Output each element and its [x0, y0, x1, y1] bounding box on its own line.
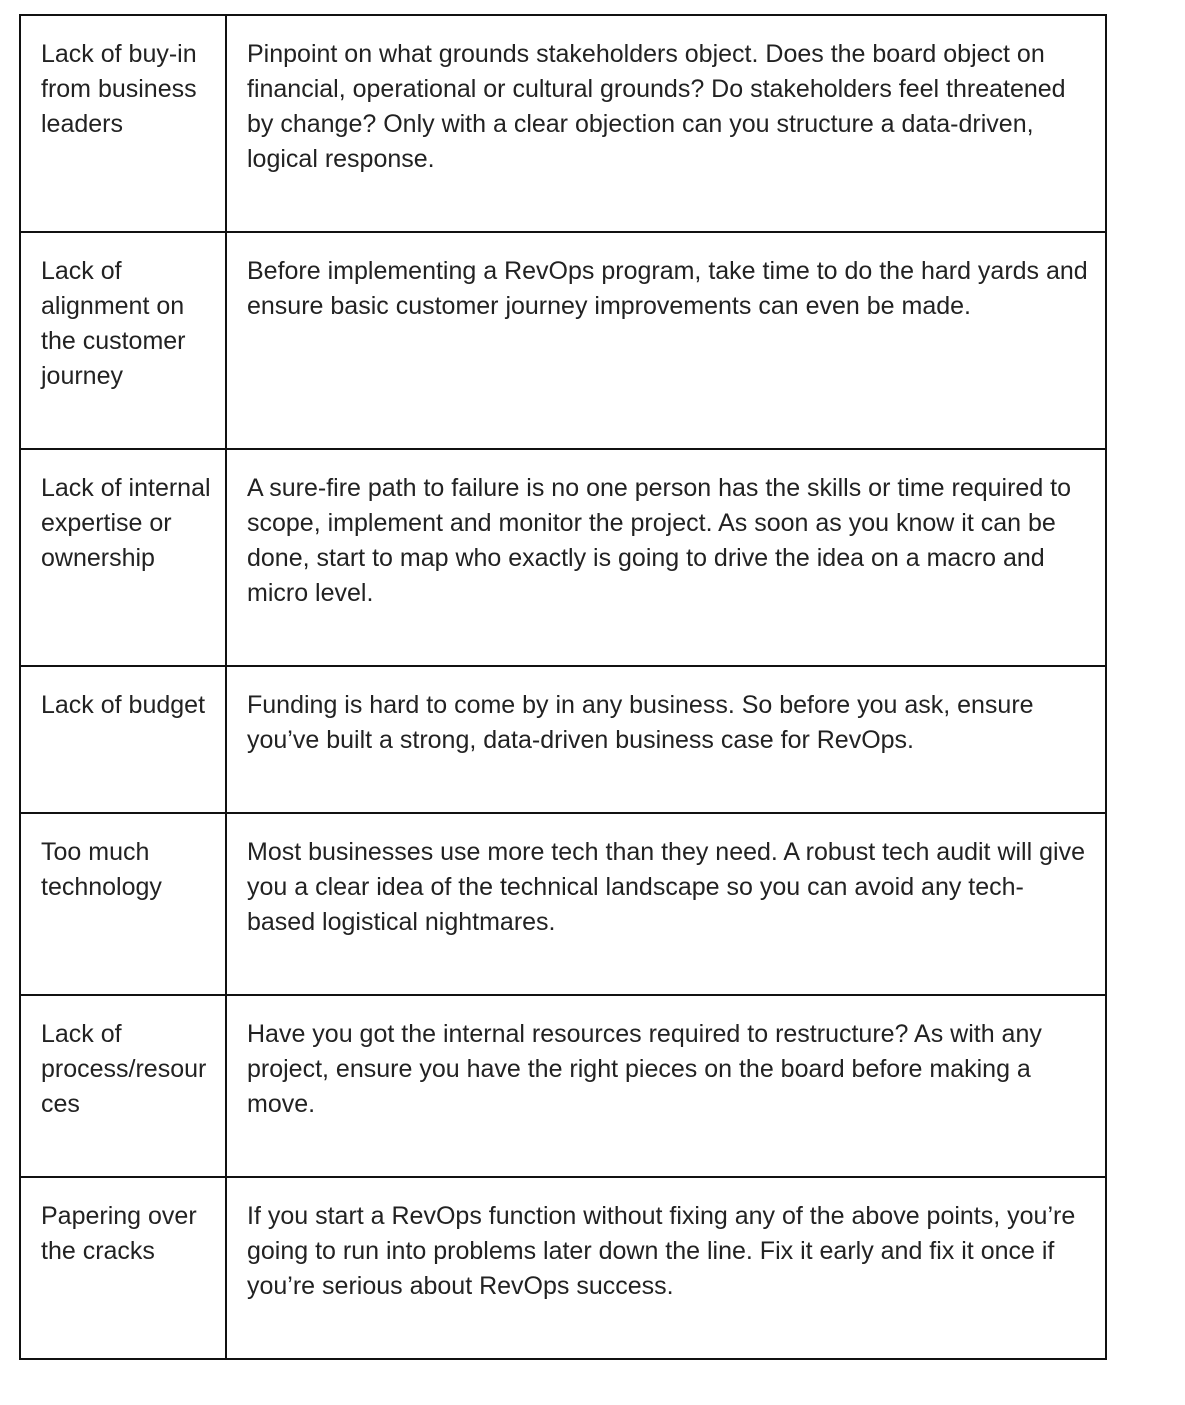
table-row — [20, 995, 1106, 1177]
advice-cell: Funding is hard to come by in any business. So before you ask, ensure you’ve built a strong, data-driven business case for RevOps. — [226, 666, 1106, 813]
advice-cell: Most businesses use more tech than they need. A robust tech audit will give you a clear idea of the technical landscape so you can avoid any tech-based logistical nightmares. — [226, 813, 1106, 995]
challenges-table — [19, 14, 1107, 1360]
issue-cell: Too much technology — [20, 813, 226, 995]
advice-cell: Have you got the internal resources required to restructure? As with any project, ensure you have the right pieces on the board before making a move. — [226, 995, 1106, 1177]
table-row — [20, 15, 1106, 232]
issue-cell: Lack of budget — [20, 666, 226, 813]
issue-cell: Lack of alignment on the customer journey — [20, 232, 226, 449]
issue-cell: Papering over the cracks — [20, 1177, 226, 1359]
table-row — [20, 232, 1106, 449]
table-body — [20, 15, 1106, 1359]
issue-cell: Lack of buy-in from business leaders — [20, 15, 226, 232]
table-row — [20, 666, 1106, 813]
advice-cell: Before implementing a RevOps program, take time to do the hard yards and ensure basic customer journey improvements can even be made. — [226, 232, 1106, 449]
table-row — [20, 813, 1106, 995]
table-row — [20, 1177, 1106, 1359]
advice-cell: A sure-fire path to failure is no one person has the skills or time required to scope, implement and monitor the project. As soon as you know it can be done, start to map who exactly is going to drive the idea on a macro and micro level. — [226, 449, 1106, 666]
advice-cell: If you start a RevOps function without fixing any of the above points, you’re going to run into problems later down the line. Fix it early and fix it once if you’re serious about RevOps success. — [226, 1177, 1106, 1359]
issue-cell: Lack of process/resources — [20, 995, 226, 1177]
issue-cell: Lack of internal expertise or ownership — [20, 449, 226, 666]
table-row — [20, 449, 1106, 666]
advice-cell: Pinpoint on what grounds stakeholders object. Does the board object on financial, operational or cultural grounds? Do stakeholders feel threatened by change? Only with a clear objection can you structure a data-driven, logical response. — [226, 15, 1106, 232]
